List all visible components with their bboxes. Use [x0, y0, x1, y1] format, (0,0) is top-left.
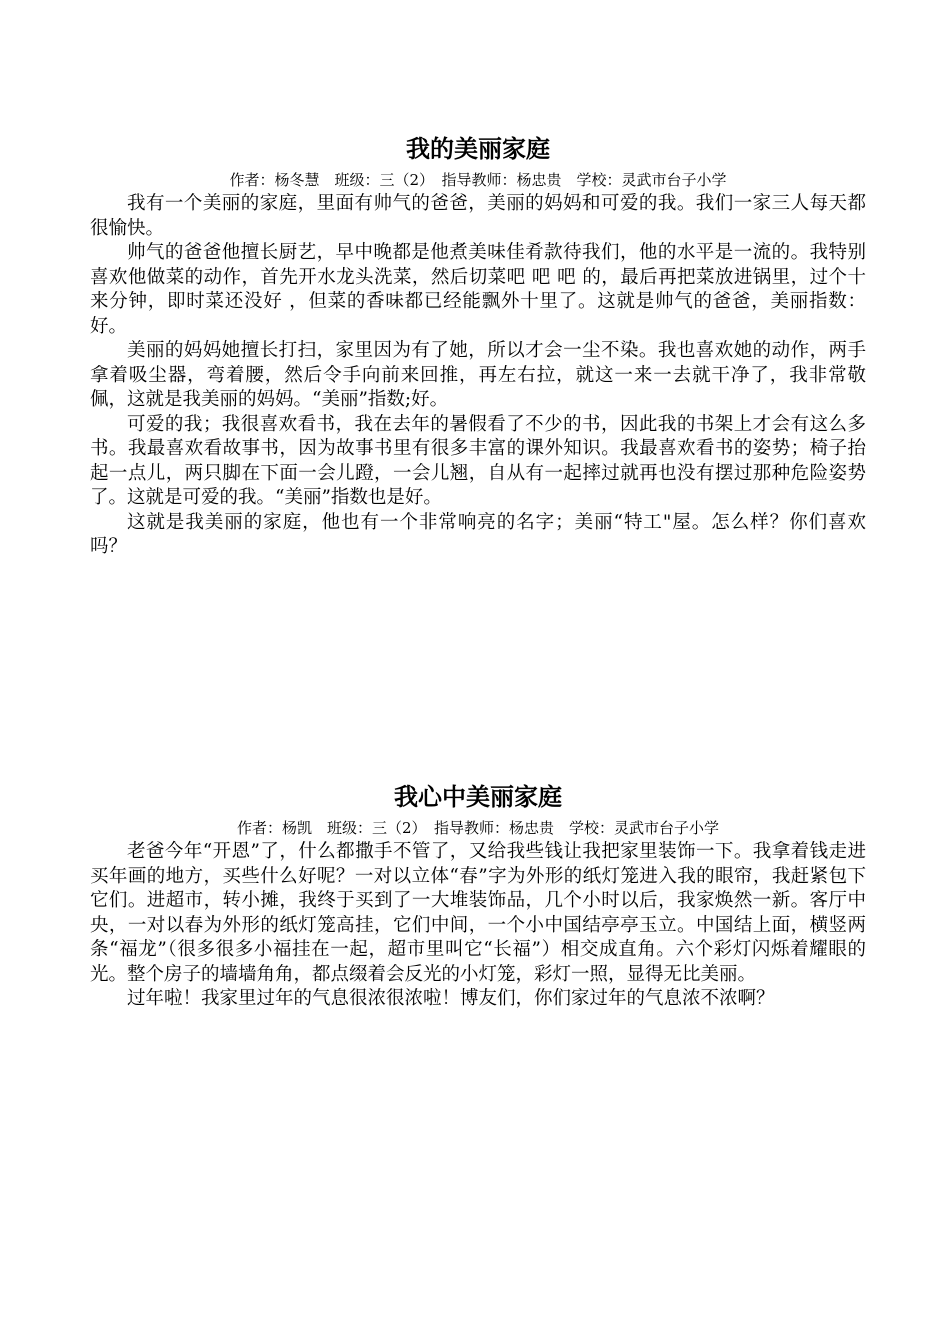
essay-paragraph: 可爱的我；我很喜欢看书，我在去年的暑假看了不少的书，因此我的书架上才会有这么多书。我最喜欢看故事书，因为故事书里有很多丰富的课外知识。我最喜欢看书的姿势；椅子抬起一点儿，两只脚在下面一会儿蹬，一会儿翘，自从有一起摔过就再也没有摆过那种危险姿势了。这就是可爱的我。“美丽”指数也是好。 [90, 413, 866, 508]
essay-paragraph: 这就是我美丽的家庭，他也有一个非常响亮的名字；美丽“特工"屋。怎么样？你们喜欢吗？ [90, 511, 866, 557]
essay-byline: 作者：杨凯 班级：三（2） 指导教师：杨忠贵 学校：灵武市台子小学 [236, 819, 720, 837]
essay-byline: 作者：杨冬慧 班级：三（2） 指导教师：杨忠贵 学校：灵武市台子小学 [229, 171, 727, 189]
essay-beautiful-family-in-my-heart [90, 780, 866, 1012]
essay-paragraph: 帅气的爸爸他擅长厨艺，早中晚都是他煮美味佳肴款待我们，他的水平是一流的。我特别喜欢他做菜的动作，首先开水龙头洗菜，然后切菜吧 吧 吧 的，最后再把菜放进锅里，过个十来分钟，即时菜还没好 ，但菜的香味都已经能飘外十里了。这就是帅气的爸爸，美丽指数：好。 [90, 242, 866, 337]
essay-paragraph: 过年啦！我家里过年的气息很浓很浓啦！博友们，你们家过年的气息浓不浓啊？ [127, 988, 775, 1009]
essay-paragraph: 美丽的妈妈她擅长打扫，家里因为有了她，所以才会一尘不染。我也喜欢她的动作，两手拿着吸尘器，弯着腰，然后令手向前来回推，再左右拉，就这一来一去就干净了，我非常敬佩，这就是我美丽的妈妈。“美丽”指数;好。 [90, 340, 866, 410]
essay-title: 我心中美丽家庭 [394, 783, 562, 811]
essay-title: 我的美丽家庭 [406, 135, 550, 163]
essay-paragraph: 老爸今年“开恩”了，什么都撒手不管了，又给我些钱让我把家里装饰一下。我拿着钱走进买年画的地方，买些什么好呢？一对以立体“春”字为外形的纸灯笼进入我的眼帘，我赶紧包下它们。进超市，转小摊，我终于买到了一大堆装饰品，几个小时以后，我家焕然一新。客厅中央，一对以春为外形的纸灯笼高挂，它们中间，一个小中国结亭亭玉立。中国结上面，横竖两条“福龙”（很多很多小福挂在一起，超市里叫它“长福”）相交成直角。六个彩灯闪烁着耀眼的光。整个房子的墙墙角角，都点缀着会反光的小灯笼，彩灯一照，显得无比美丽。 [90, 841, 866, 985]
essay-paragraph: 我有一个美丽的家庭，里面有帅气的爸爸，美丽的妈妈和可爱的我。我们一家三人每天都很愉快。 [90, 193, 866, 239]
essay-my-beautiful-family [90, 132, 866, 560]
